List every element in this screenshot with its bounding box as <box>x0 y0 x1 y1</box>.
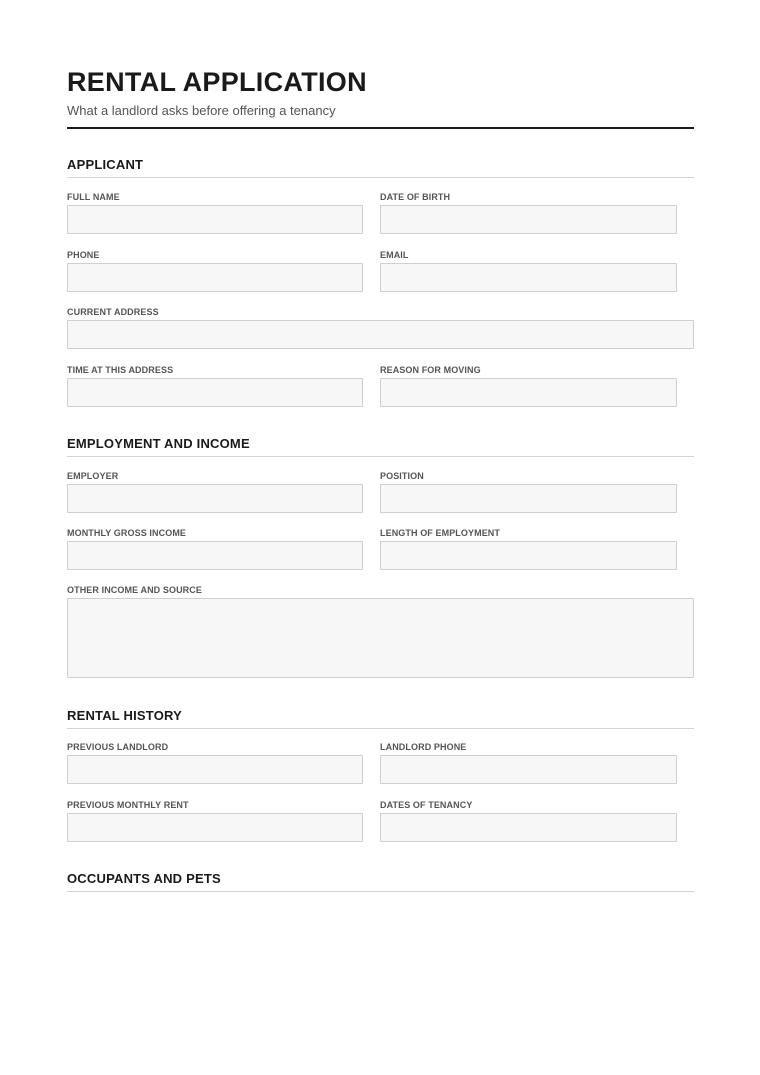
full-name-label: FULL NAME <box>67 192 120 202</box>
position-field <box>380 471 424 482</box>
phone-label: PHONE <box>67 250 100 260</box>
dates-of-tenancy-field <box>380 800 472 811</box>
reason-for-moving-field <box>380 365 481 376</box>
position-input[interactable] <box>380 484 677 513</box>
landlord-phone-field <box>380 742 466 753</box>
email-label: EMAIL <box>380 250 409 260</box>
phone-field <box>67 250 100 261</box>
length-of-employment-label: LENGTH OF EMPLOYMENT <box>380 528 500 538</box>
full-name-field <box>67 192 120 203</box>
reason-for-moving-label: REASON FOR MOVING <box>380 365 481 375</box>
previous-landlord-input[interactable] <box>67 755 363 784</box>
section-title-rental-history: RENTAL HISTORY <box>67 708 694 729</box>
phone-input[interactable] <box>67 263 363 292</box>
email-field <box>380 250 409 261</box>
length-of-employment-input[interactable] <box>380 541 677 570</box>
employer-label: EMPLOYER <box>67 471 119 481</box>
monthly-gross-income-input[interactable] <box>67 541 363 570</box>
section-title-applicant: APPLICANT <box>67 157 694 178</box>
title-divider <box>67 127 694 129</box>
current-address-input[interactable] <box>67 320 694 349</box>
reason-for-moving-input[interactable] <box>380 378 677 407</box>
time-at-address-field <box>67 365 173 376</box>
previous-landlord-label: PREVIOUS LANDLORD <box>67 742 169 752</box>
landlord-phone-label: LANDLORD PHONE <box>380 742 467 752</box>
page-subtitle: What a landlord asks before offering a tenancy <box>67 103 336 118</box>
dates-of-tenancy-input[interactable] <box>380 813 677 842</box>
current-address-field <box>67 307 159 318</box>
date-of-birth-field <box>380 192 450 203</box>
dates-of-tenancy-label: DATES OF TENANCY <box>380 800 473 810</box>
landlord-phone-input[interactable] <box>380 755 677 784</box>
other-income-field <box>67 585 202 596</box>
section-occupants <box>67 871 694 892</box>
section-rental-history <box>67 708 694 729</box>
email-input[interactable] <box>380 263 677 292</box>
employer-input[interactable] <box>67 484 363 513</box>
full-name-input[interactable] <box>67 205 363 234</box>
time-at-address-input[interactable] <box>67 378 363 407</box>
page-title: RENTAL APPLICATION <box>67 67 367 97</box>
monthly-gross-income-label: MONTHLY GROSS INCOME <box>67 528 187 538</box>
length-of-employment-field <box>380 528 500 539</box>
section-title-employment: EMPLOYMENT AND INCOME <box>67 436 694 457</box>
section-employment <box>67 436 694 457</box>
date-of-birth-input[interactable] <box>380 205 677 234</box>
time-at-address-label: TIME AT THIS ADDRESS <box>67 365 174 375</box>
section-applicant <box>67 157 694 178</box>
previous-monthly-rent-label: PREVIOUS MONTHLY RENT <box>67 800 189 810</box>
position-label: POSITION <box>380 471 424 481</box>
previous-monthly-rent-input[interactable] <box>67 813 363 842</box>
other-income-label: OTHER INCOME AND SOURCE <box>67 585 202 595</box>
employer-field <box>67 471 118 482</box>
other-income-textarea[interactable] <box>67 598 694 678</box>
previous-landlord-field <box>67 742 168 753</box>
previous-monthly-rent-field <box>67 800 189 811</box>
section-title-occupants: OCCUPANTS AND PETS <box>67 871 694 892</box>
rental-application-form <box>67 66 694 886</box>
current-address-label: CURRENT ADDRESS <box>67 307 159 317</box>
monthly-gross-income-field <box>67 528 186 539</box>
date-of-birth-label: DATE OF BIRTH <box>380 192 451 202</box>
